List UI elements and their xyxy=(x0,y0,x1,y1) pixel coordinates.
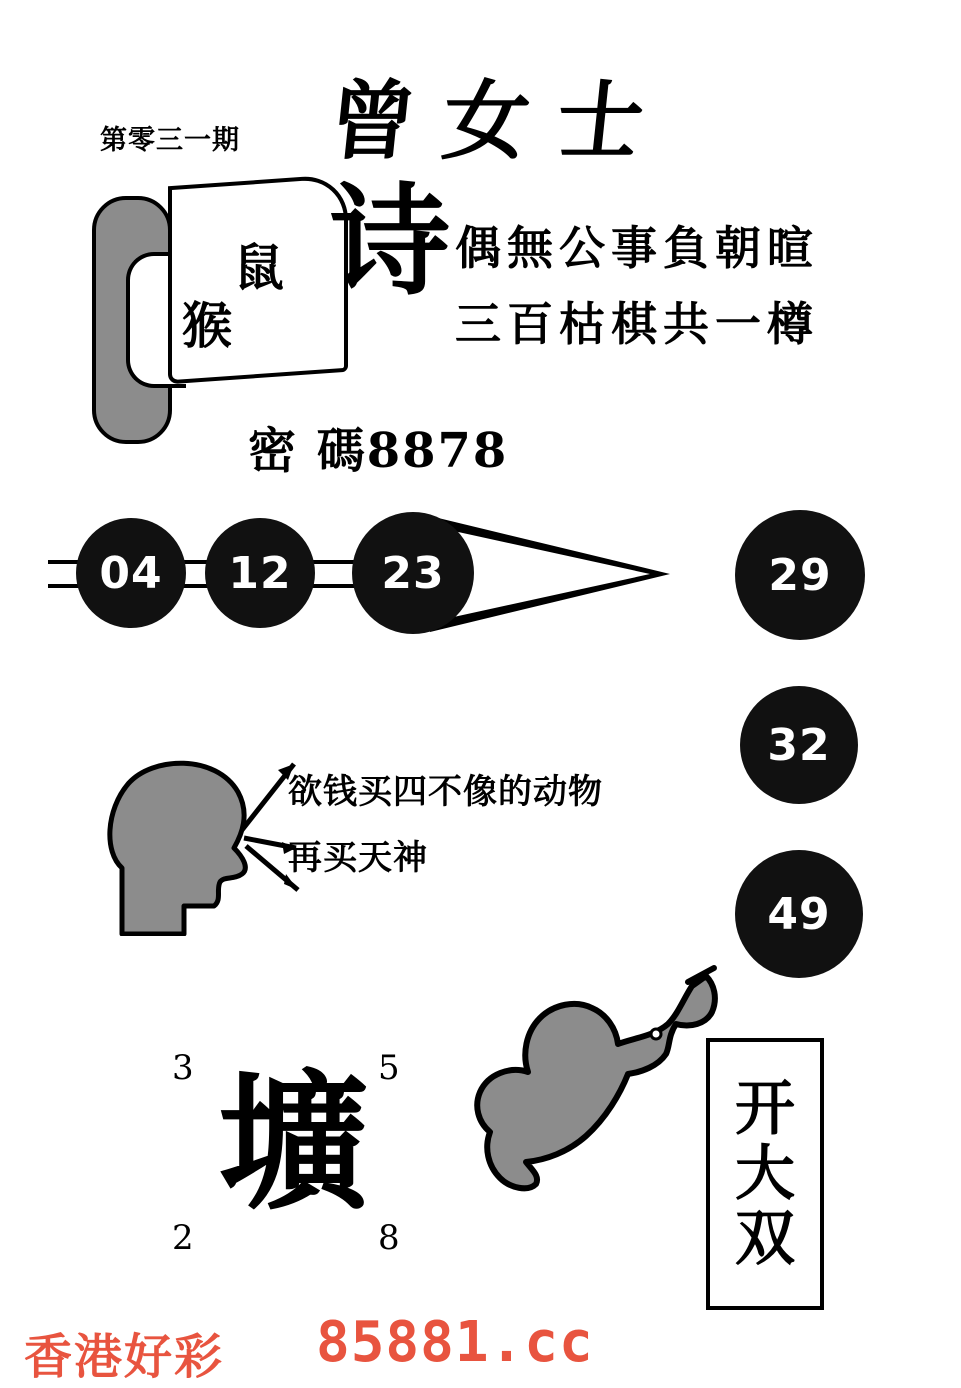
zodiac-bottom-label: 猴 xyxy=(182,296,232,355)
issue-label: 第零三一期 xyxy=(100,125,240,156)
number-ball: 49 xyxy=(735,850,863,978)
corner-digit-bottom-right: 8 xyxy=(378,1218,400,1258)
number-ball: 32 xyxy=(740,686,858,804)
zodiac-banner xyxy=(168,180,348,378)
brand-title: 曾女士 xyxy=(323,71,677,172)
hint-line-1: 欲钱买四不像的动物 xyxy=(288,772,603,812)
footer-brand: 香港好彩 xyxy=(24,1329,225,1385)
number-ball: 12 xyxy=(205,518,315,628)
vertical-sign xyxy=(706,1038,824,1310)
zodiac-top-label: 鼠 xyxy=(234,238,284,297)
footer-url: 85881.cc xyxy=(316,1310,594,1375)
sign-char-3: 双 xyxy=(735,1203,795,1274)
number-ball: 04 xyxy=(76,518,186,628)
corner-digit-bottom-left: 2 xyxy=(172,1218,194,1258)
poem-line-1: 偶無公事負朝暄 xyxy=(455,221,819,275)
corner-digit-top-right: 5 xyxy=(378,1048,400,1088)
poem-title-character: 诗 xyxy=(330,171,450,312)
number-ball: 23 xyxy=(352,512,474,634)
big-character: 壙 xyxy=(218,1055,369,1231)
hint-line-2: 再买天神 xyxy=(288,838,428,878)
sign-char-1: 开 xyxy=(735,1073,795,1144)
sign-char-2: 大 xyxy=(735,1138,795,1209)
password-text: 密 碼8878 xyxy=(248,423,509,479)
poem-line-2: 三百枯棋共一樽 xyxy=(455,297,819,351)
number-ball: 29 xyxy=(735,510,865,640)
corner-digit-top-left: 3 xyxy=(172,1048,194,1088)
